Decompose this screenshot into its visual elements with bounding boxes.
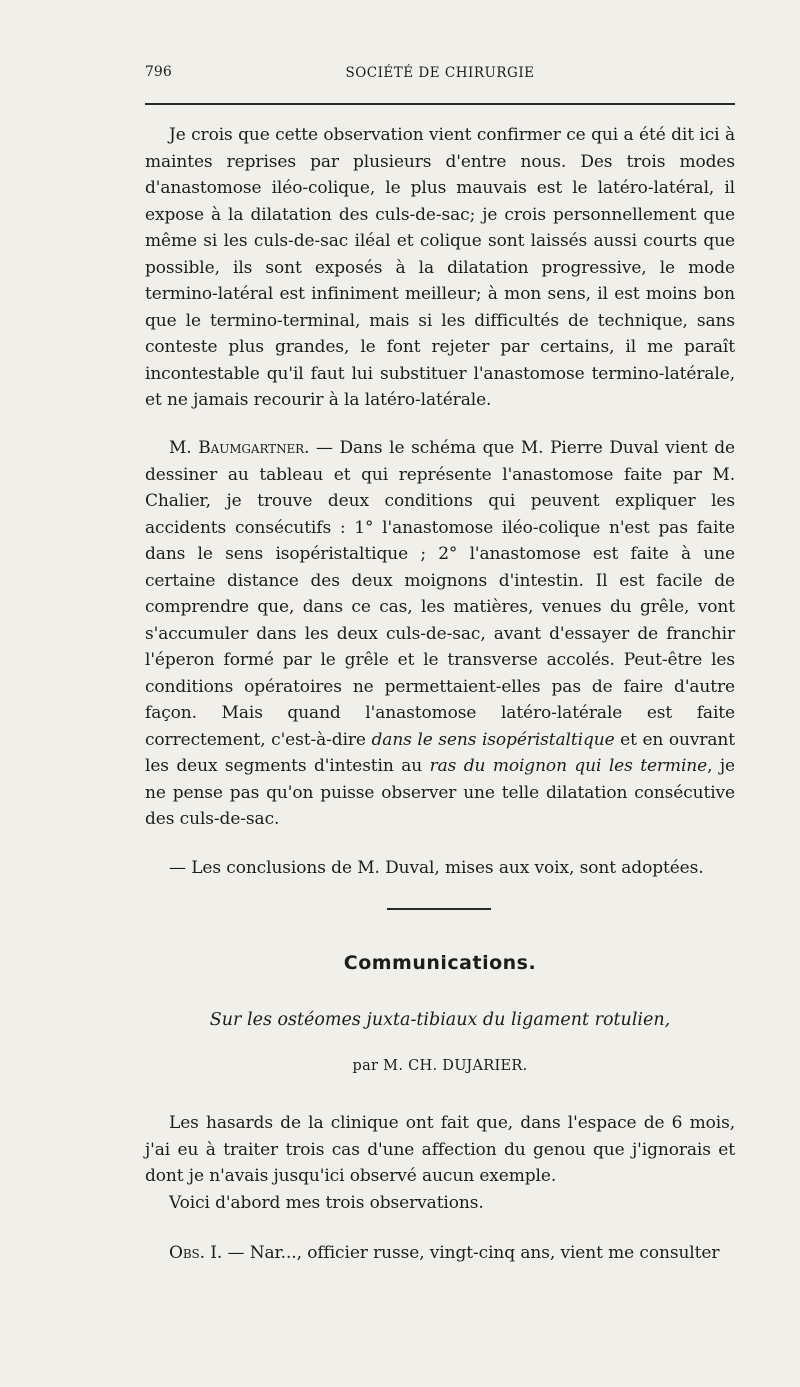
text-run: — Dans le schéma que M. Pierre Duval vient de dessiner au tableau et qui représente l'anastomose faite par M. Chalier, je trouve deux conditions qui peuvent expliquer les accidents consécutifs : 1° l'anastomose iléo-colique n'est pas faite dans le sens isopéristaltique ; 2° l'anastomose est faite à une certaine distance des deux moignons d'intestin. Il est facile de comprendre que, dans ce cas, les matières, venues du grêle, vont s'accumuler dans les deux culs-de-sac, avant d'essayer de franchir l'éperon formé par le grêle et le transverse accolés. Peut-être les conditions opératoires ne permettaient-elles pas de faire d'autre façon. Mais quand l'anastomose latéro-latérale est faite correctement, c'est-à-dire xyxy=(145,438,735,750)
paragraph-text: Les hasards de la clinique ont fait que, dans l'espace de 6 mois, j'ai eu à traiter trois cas d'une affection du genou que j'ignorais et dont je n'avais jusqu'ici observé aucun exemple. xyxy=(145,1113,735,1186)
italic-run: dans le sens isopéristaltique xyxy=(371,729,615,750)
paragraph-text: — Les conclusions de M. Duval, mises aux voix, sont adoptées. xyxy=(169,858,704,878)
article-title: Sur les ostéomes juxta-tibiaux du ligament rotulien, xyxy=(209,1010,671,1030)
paragraph-conclusion xyxy=(145,122,735,414)
page-header xyxy=(145,64,735,86)
paragraph-adoption xyxy=(145,855,735,882)
paragraph-text: Voici d'abord mes trois observations. xyxy=(169,1192,484,1213)
header-rule xyxy=(145,103,735,105)
paragraph-baumgartner xyxy=(145,435,735,833)
section-divider xyxy=(387,908,491,910)
italic-run: ras du moignon qui les termine xyxy=(429,756,708,776)
paragraph-text: Je crois que cette observation vient confirmer ce qui a été dit ici à maintes reprises par plusieurs d'entre nous. Des trois modes d'anastomose iléo-colique, le plus mauvais est le latéro-latéral, il expose à la dilatation des culs-de-sac; je crois personnellement que même si les culs-de-sac iléal et colique sont laissés aussi courts que possible, ils sont exposés à la dilatation progressive, le mode termino-latéral est infiniment meilleur; à mon sens, il est moins bon que le termino-terminal, mais si les difficultés de technique, sans conteste plus grandes, le font rejeter par certains, il me paraît incontestable qu'il faut lui substituer l'anastomose termino-latérale, et ne jamais recourir à la latéro-latérale. xyxy=(145,125,735,410)
page-number: 796 xyxy=(145,64,172,80)
paragraph-text xyxy=(145,1240,735,1267)
text-run: et en ouvrant les deux segments d'intestin au xyxy=(145,729,735,776)
article-byline: par M. CH. DUJARIER. xyxy=(352,1058,528,1074)
observation-label: Obs. I. xyxy=(169,1243,223,1263)
section-title: Communications. xyxy=(343,952,537,974)
running-head: SOCIÉTÉ DE CHIRURGIE xyxy=(345,65,535,81)
paragraph-intro xyxy=(145,1110,735,1216)
text-run: — Nar..., officier russe, vingt-cinq ans, vient me consulter xyxy=(222,1243,720,1263)
text-run: , je ne pense pas qu'on puisse observer une telle dilatation consécutive des culs-de-sac. xyxy=(145,756,736,829)
paragraph-text xyxy=(145,435,735,833)
speaker-name: M. Baumgartner. xyxy=(169,438,310,458)
paragraph-observation xyxy=(145,1240,735,1267)
